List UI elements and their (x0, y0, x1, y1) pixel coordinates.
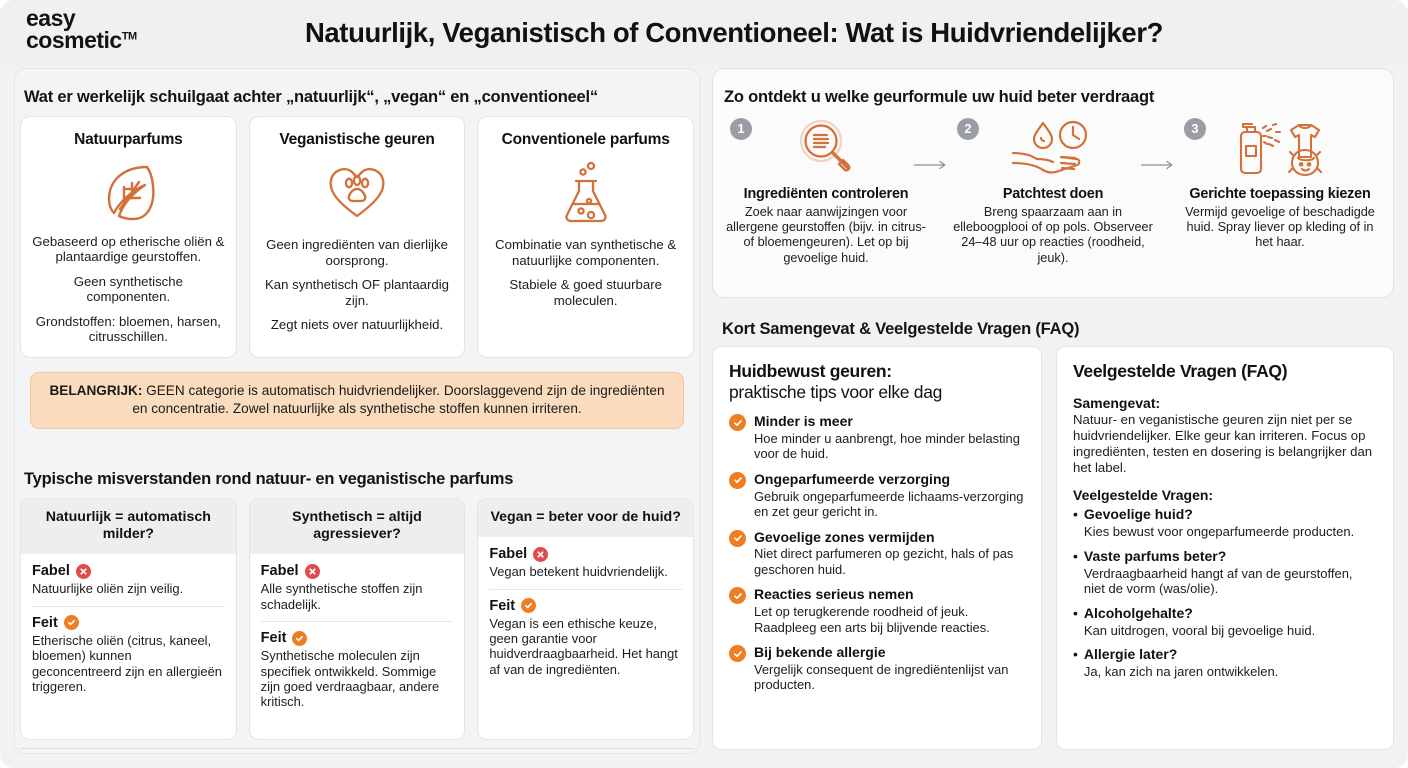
tip-title: Gevoelige zones vermijden (754, 528, 935, 545)
faq-question: Gevoelige huid? (1083, 506, 1193, 523)
faq-question: Vaste parfums beter? (1083, 547, 1227, 564)
fable-text: Natuurlijke oliën zijn veilig. (32, 581, 184, 597)
faq-items (1073, 506, 1377, 679)
summary-faq-row (712, 346, 1394, 750)
check-icon (521, 598, 536, 613)
cross-icon (76, 564, 91, 579)
paw-heart-icon (325, 155, 389, 229)
fable-text: Alle synthetische stoffen zijn schadelijk. (260, 581, 423, 612)
faq-item (1073, 506, 1377, 539)
bullet-icon: • (1073, 547, 1078, 564)
check-icon (729, 472, 746, 489)
category-line: Combinatie van synthetische & natuurlijke componenten. (495, 237, 677, 268)
category-lines (488, 237, 683, 308)
tips-card (712, 346, 1042, 750)
flask-icon (558, 155, 614, 229)
category-card-conventionele-parfums (477, 116, 694, 358)
left-panel-bottom-divider (20, 748, 694, 749)
important-callout (30, 372, 684, 429)
check-icon (292, 631, 307, 646)
tips-heading-bold: Huidbewust geuren: (729, 361, 892, 381)
steps-section-title: Zo ontdekt u welke geurformule uw huid beter verdraagt (724, 88, 1155, 106)
faq-answer: Kies bewust voor ongeparfumeerde producten. (1083, 524, 1355, 540)
cross-icon (305, 564, 320, 579)
fact-text: Vegan is een ethische keuze, geen garantie voor huidverdraagbaarheid. Het hangt af van de ingrediënten. (489, 615, 678, 677)
tip-item (729, 529, 1025, 578)
myth-heading: Vegan = beter voor de huid? (478, 499, 693, 537)
tip-desc: Vergelijk consequent de ingrediëntenlijst van producten. (754, 661, 1009, 693)
logo-line-2: cosmetic™ (26, 26, 137, 53)
category-line: Zegt niets over natuurlijkheid. (270, 317, 444, 333)
fact-label-row (261, 630, 454, 646)
spray-shirt-hair-icon (1176, 114, 1384, 180)
check-icon (64, 615, 79, 630)
category-line: Stabiele & goed stuurbare moleculen. (509, 277, 662, 308)
step-heading: Ingrediënten controleren (743, 186, 909, 202)
page-title: Natuurlijk, Veganistisch of Conventioneel: Wat is Huidvriendelijker? (304, 17, 1164, 48)
fable-label-row (32, 563, 225, 579)
tip-desc: Let op terugkerende roodheid of jeuk. Raadpleeg een arts bij blijvende reacties. (754, 604, 990, 635)
myth-card-natuurlijk-milder (20, 498, 237, 740)
step-2 (949, 114, 1157, 266)
check-icon (729, 587, 746, 604)
step-text: Breng spaarzaam aan in elleboogplooi of op pols. Observeer 24–48 uur op reacties (roodheid, jeuk). (953, 205, 1153, 265)
category-heading: Veganistische geuren (279, 131, 435, 148)
myth-heading: Synthetisch = altijd agressiever? (250, 499, 465, 554)
summary-section-title: Kort Samengevat & Veelgestelde Vragen (FAQ) (722, 320, 1080, 338)
callout-label: BELANGRIJK: (49, 383, 143, 398)
step-number: 2 (957, 118, 979, 140)
fact-text: Etherische oliën (citrus, kaneel, bloemen) kunnen geconcentreerd zijn en allergieën triggeren. (32, 632, 222, 694)
page-header (0, 0, 1408, 66)
step-number: 3 (1184, 118, 1206, 140)
category-line: Kan synthetisch OF plantaardig zijn. (265, 277, 449, 308)
fable-text: Vegan betekent huidvriendelijk. (489, 564, 668, 580)
tip-desc: Hoe minder u aanbrengt, hoe minder belasting voor de huid. (754, 430, 1020, 462)
category-line: Grondstoffen: bloemen, harsen, citrusschillen. (35, 313, 221, 345)
category-card-veganistische-geuren (249, 116, 466, 358)
tip-item (729, 471, 1025, 520)
divider (489, 589, 682, 590)
fact-label: Feit (260, 630, 287, 647)
myth-body (478, 537, 693, 739)
category-card-natuurparfums (20, 116, 237, 358)
brand-logo (26, 5, 137, 53)
magnifier-document-icon (722, 114, 930, 180)
category-heading: Natuurparfums (74, 131, 183, 148)
faq-heading: Veelgestelde Vragen (FAQ) (1073, 361, 1288, 381)
myth-heading: Natuurlijk = automatisch milder? (21, 499, 236, 554)
cross-icon (533, 547, 548, 562)
step-3 (1176, 114, 1384, 251)
faq-answer: Ja, kan zich na jaren ontwikkelen. (1083, 663, 1279, 679)
category-heading: Conventionele parfums (501, 131, 670, 148)
arrow-1-icon (930, 114, 949, 289)
step-heading: Patchtest doen (1002, 186, 1104, 202)
myth-card-synthetisch-agressiever (249, 498, 466, 740)
faq-summary-text: Natuur- en veganistische geuren zijn niet per se huidvriendelijker. Elke geur kan irriteren. Focus op ingrediënten, testen en dosering is belangrijker dan het label. (1073, 412, 1373, 476)
faq-card (1056, 346, 1394, 750)
faq-questions-label: Veelgestelde Vragen: (1073, 487, 1214, 504)
fable-label-row (489, 546, 682, 562)
tip-desc: Niet direct parfumeren op gezicht, hals of pas geschoren huid. (754, 546, 1014, 577)
categories-section-title: Wat er werkelijk schuilgaat achter „natuurlijk“, „vegan“ en „conventioneel“ (24, 88, 598, 106)
hand-droplet-clock-icon (949, 114, 1157, 180)
category-lines (260, 237, 455, 333)
check-icon (729, 414, 746, 431)
tip-item (729, 413, 1025, 462)
bullet-icon: • (1073, 604, 1078, 621)
step-heading: Gerichte toepassing kiezen (1189, 186, 1371, 202)
faq-item (1073, 646, 1377, 679)
trademark-symbol: TM (121, 29, 137, 42)
fable-label: Fabel (489, 546, 528, 563)
category-lines (31, 234, 226, 345)
fable-label-row (261, 563, 454, 579)
category-line: Geen synthetische componenten. (73, 273, 183, 305)
faq-answer: Verdraagbaarheid hangt af van de geurstoffen, niet de vorm (was/olie). (1083, 565, 1353, 597)
divider (32, 606, 225, 607)
faq-question: Alcoholgehalte? (1083, 604, 1193, 621)
tip-title: Ongeparfumeerde verzorging (754, 470, 951, 487)
tip-title: Minder is meer (754, 413, 853, 429)
steps-row (722, 114, 1384, 289)
tip-title: Bij bekende allergie (754, 644, 886, 661)
callout-text: GEEN categorie is automatisch huidvriendelijker. Doorslaggevend zijn de ingrediënten en concentratie. Zowel natuurlijke als synthetische stoffen kunnen irriteren. (132, 383, 665, 416)
fable-label: Fabel (260, 563, 299, 580)
tips-heading-sub: praktische tips voor elke dag (729, 382, 943, 402)
myth-body (21, 554, 236, 739)
arrow-2-icon (1157, 114, 1176, 289)
tips-list (729, 413, 1025, 693)
step-text: Vermijd gevoelige of beschadigde huid. Spray liever op kleding of in het haar. (1185, 205, 1375, 250)
bullet-icon: • (1073, 506, 1078, 523)
logo-line-1: easy (26, 5, 76, 31)
tip-desc: Gebruik ongeparfumeerde lichaams-verzorging en zet geur gericht in. (754, 488, 1024, 520)
fact-label: Feit (489, 597, 516, 614)
tips-heading (729, 361, 1025, 403)
check-icon (729, 645, 746, 662)
fact-label: Feit (32, 614, 58, 631)
tip-item (729, 586, 1025, 635)
faq-item (1073, 605, 1377, 638)
fact-text: Synthetische moleculen zijn specifiek ontwikkeld. Sommige zijn goed verdraagbaar, andere kritisch. (260, 648, 440, 710)
tip-item (729, 644, 1025, 693)
myths-row (20, 498, 694, 740)
fact-label-row (32, 615, 225, 631)
myth-card-vegan-beter (477, 498, 694, 740)
category-line: Geen ingrediënten van dierlijke oorsprong. (266, 237, 448, 268)
step-number: 1 (730, 118, 752, 140)
myth-body (250, 554, 465, 739)
faq-item (1073, 548, 1377, 597)
step-text: Zoek naar aanwijzingen voor allergene geurstoffen (bijv. in citrus- of bloemengeuren). Let op bij gevoelige huid. (726, 205, 926, 265)
category-line: Gebaseerd op etherische oliën & plantaardige geurstoffen. (32, 233, 225, 265)
check-icon (729, 530, 746, 547)
fact-label-row (489, 598, 682, 614)
faq-answer: Kan uitdrogen, vooral bij gevoelige huid. (1083, 622, 1316, 638)
categories-row (20, 116, 694, 358)
tip-title: Reacties serieus nemen (754, 586, 914, 603)
faq-question: Allergie later? (1083, 646, 1178, 663)
leaf-icon (97, 155, 159, 226)
divider (261, 621, 454, 622)
myths-section-title: Typische misverstanden rond natuur- en veganistische parfums (24, 470, 514, 488)
step-1 (722, 114, 930, 266)
fable-label: Fabel (32, 563, 70, 580)
bullet-icon: • (1073, 646, 1078, 663)
faq-summary-label: Samengevat: (1073, 395, 1161, 411)
